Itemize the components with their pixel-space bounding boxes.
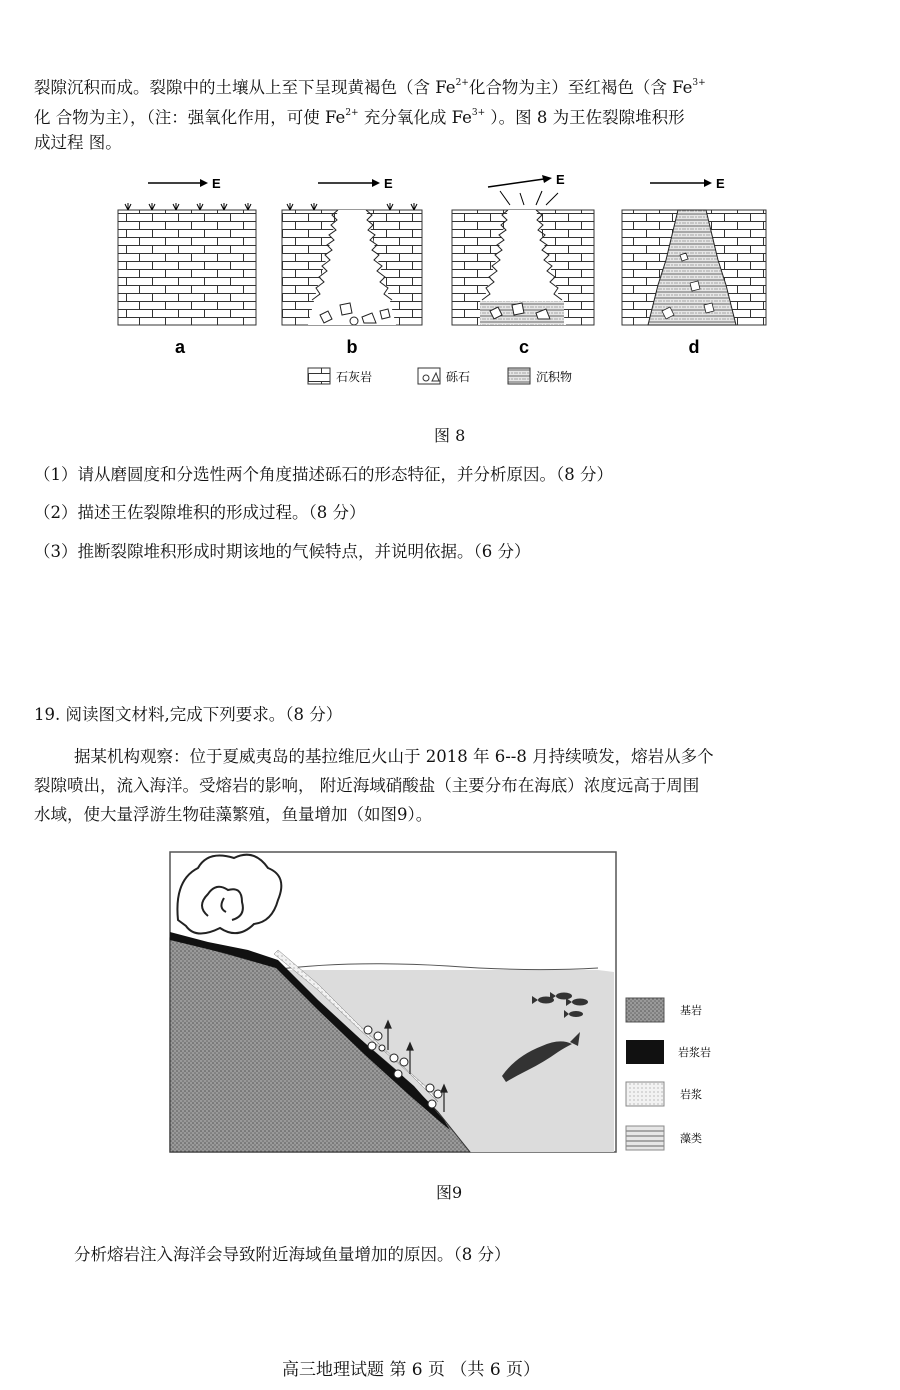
svg-text:岩浆岩: 岩浆岩 — [678, 1046, 711, 1059]
svg-text:岩浆: 岩浆 — [680, 1088, 702, 1101]
figure-8-legend — [308, 368, 572, 384]
panel-b — [282, 176, 422, 357]
q18-sub-3: （3）推断裂隙堆积形成时期该地的气候特点，并说明依据。（6 分） — [34, 542, 531, 561]
figure-8-caption: 图 8 — [434, 426, 466, 445]
svg-text:E: E — [384, 176, 393, 191]
svg-text:b: b — [346, 337, 358, 357]
svg-text:E: E — [716, 176, 725, 191]
svg-text:d: d — [688, 337, 700, 357]
intro-line-1: 裂隙沉积而成。裂隙中的土壤从上至下呈现黄褐色（含 $Fe^{2+}$化合物为主）至红褐色（含 $Fe^{3+}$ — [34, 78, 706, 97]
panel-d — [622, 176, 766, 357]
intro-line-2: 化 合物为主），（注：强氧化作用，可使 $Fe^{2+}$ 充分氧化成 $Fe^{3+}$ ）。图 8 为王佐裂隙堆积形 — [34, 108, 685, 127]
svg-text:藻类: 藻类 — [680, 1132, 702, 1145]
intro-line-3: 成过程 图。 — [34, 133, 122, 152]
svg-text:E: E — [212, 176, 221, 191]
panel-c — [452, 172, 594, 357]
svg-text:E: E — [556, 172, 565, 187]
figure-9-caption: 图9 — [436, 1183, 463, 1202]
q18-sub-1: （1）请从磨圆度和分选性两个角度描述砾石的形态特征，并分析原因。（8 分） — [34, 465, 613, 484]
figure-8-diagram — [100, 165, 800, 405]
q19-paragraph-line-2: 裂隙喷出，流入海洋。受熔岩的影响， 附近海域硝酸盐（主要分布在海底）浓度远高于周围 — [34, 776, 700, 795]
svg-text:a: a — [174, 337, 186, 357]
q19-paragraph-line-3: 水域，使大量浮游生物硅藻繁殖，鱼量增加（如图9）。 — [34, 805, 433, 824]
svg-text:沉积物: 沉积物 — [536, 370, 573, 384]
q19-title: 19. 阅读图文材料,完成下列要求。（8 分） — [34, 705, 343, 724]
q18-sub-2: （2）描述王佐裂隙堆积的形成过程。（8 分） — [34, 503, 366, 522]
svg-text:c: c — [518, 337, 530, 357]
svg-text:石灰岩: 石灰岩 — [336, 370, 373, 384]
figure-9-diagram — [168, 850, 728, 1160]
page-footer: 高三地理试题 第 6 页 （共 6 页） — [282, 1360, 541, 1380]
svg-text:基岩: 基岩 — [680, 1004, 702, 1017]
panel-a — [118, 176, 256, 357]
figure-9-legend — [626, 998, 711, 1150]
svg-text:砾石: 砾石 — [446, 370, 471, 384]
q19-paragraph-line-1: 据某机构观察：位于夏威夷岛的基拉维厄火山于 2018 年 6--8 月持续喷发，熔岩从多个 — [74, 747, 714, 766]
q19-question: 分析熔岩注入海洋会导致附近海域鱼量增加的原因。（8 分） — [74, 1245, 511, 1264]
